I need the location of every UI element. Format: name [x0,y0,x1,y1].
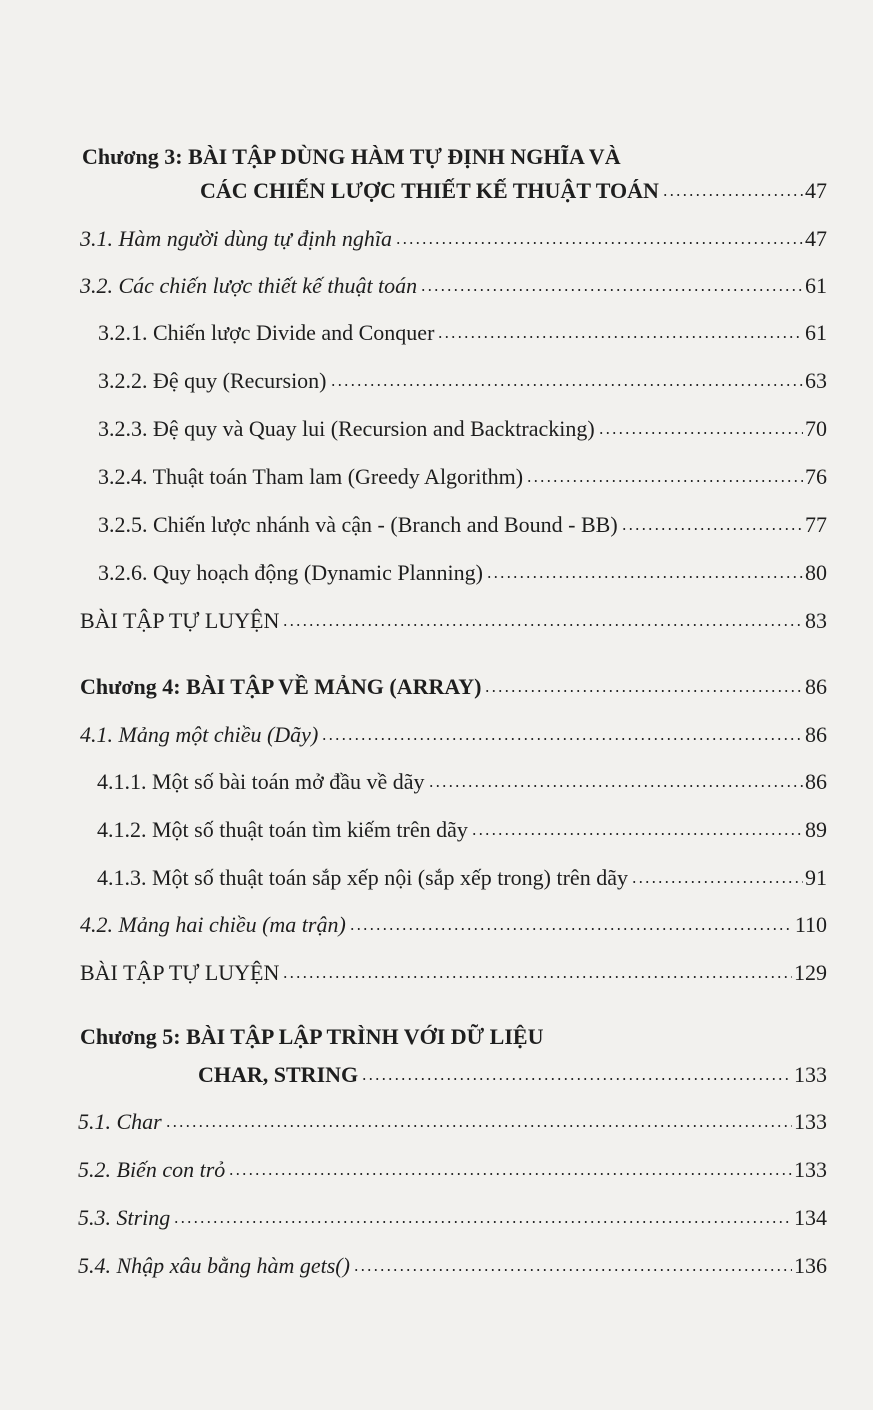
entry-label: 5.1. Char [78,1109,162,1134]
chapter-5-heading: Chương 5: BÀI TẬP LẬP TRÌNH VỚI DỮ LIỆU [80,1024,544,1049]
entry-label: 4.1. Mảng một chiều (Dãy) [80,722,319,747]
dot-leader [428,783,803,789]
dot-leader [173,1219,792,1225]
entry-page: 86 [805,722,827,747]
toc-entry[interactable] [80,912,827,938]
entry-page: 86 [805,674,827,699]
toc-entry[interactable] [78,1157,827,1183]
entry-label: CÁC CHIẾN LƯỢC THIẾT KẾ THUẬT TOÁN [200,178,659,203]
entry-label: BÀI TẬP TỰ LUYỆN [80,960,280,985]
entry-label: 4.1.3. Một số thuật toán sắp xếp nội (sắp xếp trong) trên dãy [97,865,628,890]
entry-label: 4.1.1. Một số bài toán mở đầu về dãy [97,769,425,794]
entry-label: 3.2.2. Đệ quy (Recursion) [98,368,327,393]
dot-leader [349,926,793,932]
entry-label: 3.1. Hàm người dùng tự định nghĩa [80,226,392,251]
toc-entry[interactable] [97,769,827,795]
toc-entry[interactable] [98,368,827,394]
entry-label: 4.2. Mảng hai chiều (ma trận) [80,912,346,937]
entry-page: 61 [805,320,827,345]
entry-label: 3.2.4. Thuật toán Tham lam (Greedy Algorithm) [98,464,524,489]
entry-page: 47 [805,178,827,203]
entry-page: 61 [805,273,827,298]
dot-leader [165,1123,792,1129]
entry-page: 129 [794,960,827,985]
dot-leader [471,831,803,837]
entry-label: 3.2.3. Đệ quy và Quay lui (Recursion and Backtracking) [98,416,595,441]
dot-leader [662,192,803,198]
entry-page: 133 [794,1157,827,1182]
entry-label: 5.2. Biến con trỏ [78,1157,226,1182]
entry-page: 70 [805,416,827,441]
entry-label: 5.4. Nhập xâu bằng hàm gets() [78,1253,350,1278]
entry-label: 3.2.5. Chiến lược nhánh và cận - (Branch and Bound - BB) [98,512,618,537]
entry-page: 83 [805,608,827,633]
toc-entry[interactable] [98,416,827,442]
entry-label: CHAR, STRING [198,1062,359,1087]
dot-leader [598,430,803,436]
dot-leader [621,526,803,532]
entry-label: Chương 4: BÀI TẬP VỀ MẢNG (ARRAY) [80,674,482,699]
toc-entry[interactable] [78,1109,827,1135]
dot-leader [361,1076,792,1082]
entry-page: 134 [794,1205,827,1230]
entry-label: 3.2.6. Quy hoạch động (Dynamic Planning) [98,560,483,585]
entry-label: BÀI TẬP TỰ LUYỆN [80,608,280,633]
toc-entry[interactable] [98,512,827,538]
entry-page: 133 [794,1062,827,1087]
dot-leader [437,334,803,340]
entry-page: 77 [805,512,827,537]
entry-label: 3.2.1. Chiến lược Divide and Conquer [98,320,435,345]
toc-entry[interactable] [97,865,827,891]
toc-entry[interactable] [80,226,827,252]
dot-leader [282,974,792,980]
toc-entry[interactable] [98,320,827,346]
chapter-3-heading: Chương 3: BÀI TẬP DÙNG HÀM TỰ ĐỊNH NGHĨA VÀ [82,144,621,169]
entry-page: 76 [805,464,827,489]
toc-entry-chapter-4[interactable] [80,674,827,700]
entry-page: 86 [805,769,827,794]
entry-label: 4.1.2. Một số thuật toán tìm kiếm trên dãy [97,817,468,842]
dot-leader [395,240,803,246]
toc-entry[interactable] [98,560,827,586]
dot-leader [330,382,803,388]
entry-page: 89 [805,817,827,842]
entry-page: 133 [794,1109,827,1134]
toc-entry[interactable] [97,817,827,843]
entry-page: 80 [805,560,827,585]
dot-leader [486,574,803,580]
dot-leader [631,879,803,885]
entry-page: 110 [794,912,827,937]
dot-leader [321,736,803,742]
toc-entry[interactable] [98,464,827,490]
dot-leader [526,478,803,484]
toc-entry[interactable] [80,722,827,748]
entry-label: 5.3. String [78,1205,171,1230]
toc-entry-chapter-5[interactable] [198,1062,827,1088]
toc-entry-chapter-3[interactable] [200,178,827,204]
toc-entry[interactable] [80,273,827,299]
entry-page: 47 [805,226,827,251]
toc-entry[interactable] [80,608,827,634]
dot-leader [282,622,803,628]
dot-leader [353,1267,792,1273]
entry-page: 63 [805,368,827,393]
entry-page: 91 [805,865,827,890]
entry-page: 136 [794,1253,827,1278]
dot-leader [420,287,803,293]
toc-entry[interactable] [78,1253,827,1279]
entry-label: 3.2. Các chiến lược thiết kế thuật toán [80,273,418,298]
toc-entry[interactable] [78,1205,827,1231]
dot-leader [228,1171,792,1177]
toc-entry[interactable] [80,960,827,986]
dot-leader [484,688,803,694]
